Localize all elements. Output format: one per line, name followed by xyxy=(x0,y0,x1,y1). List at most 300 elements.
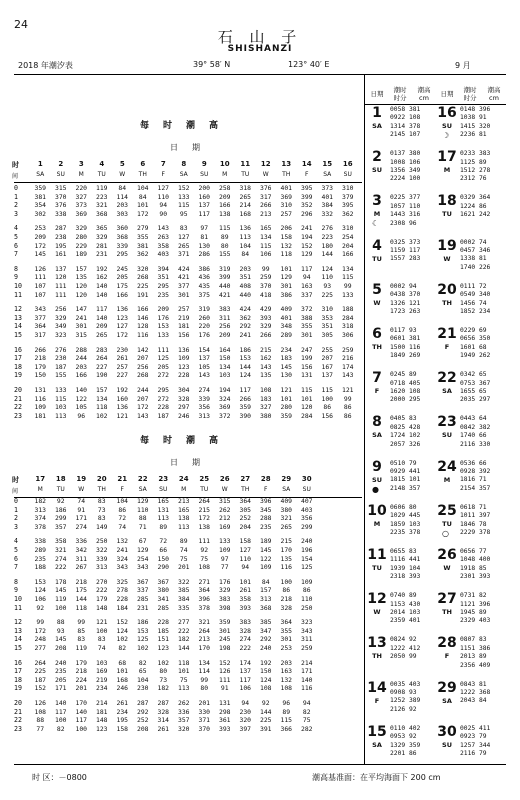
tide-height-cell: 234 xyxy=(280,345,293,354)
tide-day-weekday: M xyxy=(443,475,451,484)
tide-height-cell: 368 xyxy=(259,603,272,612)
tide-day-weekday: TU xyxy=(442,519,452,528)
tide-event: 2329 403 xyxy=(460,617,491,625)
tide-height-cell: 131 xyxy=(157,505,170,514)
longitude: 123° 40′ E xyxy=(288,60,330,69)
tide-height-cell: 371 xyxy=(198,716,211,725)
tide-height-cell: 205 xyxy=(116,273,129,282)
tide-height-cell: 113 xyxy=(239,233,252,241)
tide-height-cell: 72 xyxy=(159,537,168,546)
tide-height-cell: 124 xyxy=(259,675,272,684)
tide-event: 0536 66 xyxy=(460,459,487,467)
tide-height-cell: 115 xyxy=(321,386,334,394)
tide-height-cell: 295 xyxy=(157,282,170,290)
tide-height-cell: 109 xyxy=(259,563,272,572)
weekday-header: W xyxy=(119,171,126,178)
tide-height-cell: 235 xyxy=(157,290,170,299)
tide-height-cell: 108 xyxy=(280,684,293,693)
tide-height-cell: 195 xyxy=(54,241,67,250)
tide-day-weekday: M xyxy=(373,210,381,219)
tide-height-cell: 152 xyxy=(34,684,47,693)
tide-event: 2145 107 xyxy=(390,131,421,139)
tide-height-cell: 245 xyxy=(218,635,231,644)
tide-height-cell: 228 xyxy=(157,403,170,412)
tide-height-cell: 370 xyxy=(198,724,211,733)
tide-day-weekday: TU xyxy=(372,254,382,263)
tide-day-number: 8 xyxy=(372,414,382,431)
tide-height-cell: 132 xyxy=(116,537,129,546)
tide-height-cell: 150 xyxy=(259,667,272,676)
tide-event: 2014 103 xyxy=(390,609,421,616)
tide-height-cell: 198 xyxy=(218,644,231,652)
tide-height-cell: 234 xyxy=(116,707,129,716)
tide-event: 0618 71 xyxy=(460,503,487,511)
tide-height-cell: 355 xyxy=(300,322,313,331)
tide-height-cell: 188 xyxy=(34,563,47,572)
tide-height-cell: 172 xyxy=(34,626,47,635)
tide-height-cell: 111 xyxy=(157,345,170,354)
tide-height-cell: 356 xyxy=(300,514,313,523)
tide-height-cell: 288 xyxy=(75,345,88,354)
tide-height-cell: 240 xyxy=(54,658,67,667)
tide-height-cell: 152 xyxy=(177,184,190,192)
hour-row-label: 11 xyxy=(14,603,22,612)
tide-height-cell: 110 xyxy=(136,505,149,514)
hour-label-2: 间 xyxy=(12,488,19,495)
tide-height-cell: 203 xyxy=(75,362,88,371)
tide-height-cell: 227 xyxy=(95,362,108,371)
tide-height-cell: 369 xyxy=(218,403,231,412)
tide-height-cell: 96 xyxy=(282,699,291,707)
tide-height-cell: 310 xyxy=(341,224,354,233)
tide-day-number: 1 xyxy=(372,105,382,121)
tide-height-cell: 203 xyxy=(116,201,129,210)
tide-height-cell: 93 xyxy=(323,282,332,290)
tide-height-cell: 145 xyxy=(54,635,67,644)
tide-event: 0929 441 xyxy=(390,468,421,475)
tide-height-cell: 339 xyxy=(198,394,211,403)
tide-height-cell: 138 xyxy=(177,514,190,523)
day-header: 22 xyxy=(137,475,148,483)
tide-height-cell: 201 xyxy=(198,699,211,707)
tide-height-cell: 230 xyxy=(54,354,67,363)
tide-height-cell: 181 xyxy=(95,707,108,716)
tide-height-cell: 362 xyxy=(239,313,252,322)
tide-height-cell: 256 xyxy=(218,322,231,331)
tide-event: 0148 396 xyxy=(460,106,491,113)
tide-height-cell: 127 xyxy=(116,322,129,331)
tide-height-cell: 244 xyxy=(75,354,88,363)
tide-height-cell: 255 xyxy=(321,345,334,354)
tide-height-cell: 140 xyxy=(95,290,108,299)
weekday-header: SA xyxy=(179,171,188,178)
tide-height-cell: 384 xyxy=(177,595,190,603)
tide-height-cell: 396 xyxy=(259,497,272,505)
tide-height-cell: 285 xyxy=(136,595,149,603)
tide-day-weekday: W xyxy=(373,298,381,307)
tide-height-cell: 164 xyxy=(218,345,231,354)
tide-height-cell: 225 xyxy=(259,716,272,725)
tide-height-cell: 135 xyxy=(259,371,272,380)
tide-height-cell: 122 xyxy=(259,554,272,563)
tide-height-cell: 418 xyxy=(259,290,272,299)
day-header: 24 xyxy=(178,475,189,483)
tide-height-cell: 240 xyxy=(259,644,272,652)
weekday-header: F xyxy=(120,486,124,493)
tide-height-cell: 376 xyxy=(259,184,272,192)
tide-height-cell: 143 xyxy=(259,362,272,371)
tide-event: 1151 386 xyxy=(460,644,491,652)
tide-height-cell: 90 xyxy=(159,209,168,218)
tide-height-cell: 101 xyxy=(280,264,293,273)
tide-height-cell: 99 xyxy=(77,618,86,627)
panel-divider xyxy=(364,74,365,764)
day-header: 30 xyxy=(301,475,312,483)
tide-height-cell: 280 xyxy=(280,403,293,412)
weekday-header: SA xyxy=(36,171,45,178)
tide-day-weekday: TH xyxy=(372,343,382,351)
tide-height-cell: 257 xyxy=(177,305,190,314)
tide-height-cell: 138 xyxy=(198,522,211,531)
tide-height-cell: 172 xyxy=(198,514,211,523)
tide-day-weekday: TH xyxy=(442,608,452,617)
tide-height-cell: 102 xyxy=(116,635,129,644)
tide-height-cell: 135 xyxy=(75,273,88,282)
tide-height-cell: 213 xyxy=(198,635,211,644)
tide-height-cell: 186 xyxy=(136,618,149,627)
tide-height-cell: 205 xyxy=(54,675,67,684)
tide-day-number: 7 xyxy=(372,370,382,387)
tide-height-cell: 82 xyxy=(302,707,311,716)
tide-height-cell: 383 xyxy=(218,595,231,603)
tide-height-cell: 281 xyxy=(95,241,108,250)
weekday-header: TU xyxy=(56,486,65,493)
tide-height-cell: 310 xyxy=(341,184,354,192)
tide-event: 0245 89 xyxy=(390,371,417,379)
weekday-header: SA xyxy=(138,486,147,493)
date-label: 日期 xyxy=(170,143,214,152)
tide-height-cell: 403 xyxy=(157,250,170,259)
tide-height-cell: 240 xyxy=(300,537,313,546)
day-header: 14 xyxy=(301,160,312,168)
tide-day-weekday: W xyxy=(443,254,451,263)
tide-height-cell: 117 xyxy=(54,707,67,716)
tide-height-cell: 366 xyxy=(280,724,293,733)
tide-height-cell: 260 xyxy=(198,313,211,322)
tide-height-cell: 329 xyxy=(54,313,67,322)
tide-day-number: 30 xyxy=(437,723,457,740)
tide-height-cell: 230 xyxy=(116,345,129,354)
tide-height-cell: 74 xyxy=(118,522,127,531)
day-header: 5 xyxy=(119,160,125,168)
tide-event: 1939 104 xyxy=(390,564,421,572)
tide-height-cell: 429 xyxy=(259,305,272,314)
tide-height-cell: 156 xyxy=(300,362,313,371)
tide-event: 0329 364 xyxy=(460,194,491,202)
tide-height-cell: 140 xyxy=(75,386,88,394)
tide-height-cell: 106 xyxy=(239,684,252,693)
tide-height-cell: 386 xyxy=(198,264,211,273)
tide-height-cell: 381 xyxy=(34,192,47,201)
tide-height-cell: 124 xyxy=(116,626,129,635)
tide-height-cell: 209 xyxy=(34,233,47,241)
tide-height-cell: 313 xyxy=(259,595,272,603)
tide-height-cell: 67 xyxy=(138,537,147,546)
tide-height-cell: 311 xyxy=(300,635,313,644)
tide-height-cell: 188 xyxy=(341,305,354,314)
hour-row-label: 6 xyxy=(14,241,18,250)
col-time-header-2: 时分 xyxy=(393,94,407,102)
tide-height-cell: 134 xyxy=(198,658,211,667)
tide-height-cell: 153 xyxy=(34,577,47,586)
tide-height-cell: 126 xyxy=(218,667,231,676)
tide-event: 2050 99 xyxy=(390,653,417,661)
tide-height-cell: 292 xyxy=(136,707,149,716)
tide-event: 2229 378 xyxy=(460,529,491,536)
tide-height-cell: 182 xyxy=(177,635,190,644)
tide-height-cell: 267 xyxy=(75,563,88,572)
tide-height-cell: 120 xyxy=(300,403,313,412)
hour-row-label: 17 xyxy=(14,667,22,676)
day-header: 11 xyxy=(240,160,251,168)
tide-height-cell: 126 xyxy=(34,264,47,273)
tide-height-cell: 200 xyxy=(198,184,211,192)
weekday-header: W xyxy=(78,486,85,493)
tide-height-cell: 253 xyxy=(280,644,293,652)
tide-height-cell: 288 xyxy=(259,514,272,523)
tide-height-cell: 152 xyxy=(116,618,129,627)
hour-row-label: 13 xyxy=(14,313,22,322)
tide-event: 1029 445 xyxy=(390,512,421,520)
tide-height-cell: 115 xyxy=(218,224,231,233)
tide-height-cell: 230 xyxy=(239,707,252,716)
tide-height-cell: 265 xyxy=(239,192,252,201)
tide-event: 2236 81 xyxy=(460,131,487,139)
tide-height-cell: 335 xyxy=(177,603,190,612)
tide-height-cell: 220 xyxy=(198,322,211,331)
tide-height-cell: 93 xyxy=(56,626,65,635)
tide-height-cell: 194 xyxy=(218,386,231,394)
tide-height-cell: 274 xyxy=(198,386,211,394)
tide-height-cell: 94 xyxy=(159,201,168,210)
tide-height-cell: 88 xyxy=(56,618,65,627)
tide-height-cell: 313 xyxy=(34,505,47,514)
tide-height-cell: 204 xyxy=(341,241,354,250)
tide-height-cell: 115 xyxy=(300,386,313,394)
tide-height-cell: 168 xyxy=(239,209,252,218)
tide-height-cell: 369 xyxy=(280,192,293,201)
hour-row-label: 20 xyxy=(14,699,22,707)
tide-height-cell: 320 xyxy=(136,264,149,273)
moon-phase-icon: ☾ xyxy=(372,219,380,229)
tide-height-cell: 125 xyxy=(136,635,149,644)
tide-height-cell: 92 xyxy=(200,546,209,554)
tide-height-cell: 187 xyxy=(54,362,67,371)
hour-row-label: 5 xyxy=(14,546,18,554)
tide-event: 1224 86 xyxy=(460,202,487,210)
tide-day-number: 13 xyxy=(367,635,387,652)
tide-height-cell: 378 xyxy=(198,603,211,612)
tide-event: 2013 89 xyxy=(460,653,487,661)
tide-height-cell: 163 xyxy=(280,667,293,676)
tide-height-cell: 364 xyxy=(239,497,252,505)
tide-height-cell: 385 xyxy=(259,618,272,627)
tide-height-cell: 114 xyxy=(116,192,129,201)
tide-height-cell: 94 xyxy=(241,699,250,707)
tide-height-cell: 248 xyxy=(34,635,47,644)
tide-height-cell: 231 xyxy=(136,603,149,612)
tide-height-cell: 320 xyxy=(177,724,190,733)
tide-height-cell: 133 xyxy=(54,386,67,394)
tide-height-cell: 179 xyxy=(95,595,108,603)
tide-event: 1222 412 xyxy=(390,644,421,652)
tide-height-cell: 257 xyxy=(280,209,293,218)
tide-height-cell: 133 xyxy=(177,192,190,201)
tide-event: 1125 89 xyxy=(460,158,487,166)
tide-height-cell: 225 xyxy=(34,667,47,676)
tide-height-cell: 132 xyxy=(280,675,293,684)
tide-height-cell: 128 xyxy=(136,322,149,331)
tide-event: 1222 368 xyxy=(460,689,491,696)
tide-height-cell: 329 xyxy=(95,233,108,241)
tide-height-cell: 257 xyxy=(116,362,129,371)
tide-height-cell: 108 xyxy=(34,707,47,716)
tide-height-cell: 137 xyxy=(198,354,211,363)
tide-height-cell: 302 xyxy=(34,209,47,218)
tide-event: 1740 66 xyxy=(460,432,487,440)
tide-height-cell: 150 xyxy=(34,371,47,380)
tide-height-cell: 86 xyxy=(302,586,311,595)
tide-height-cell: 276 xyxy=(54,345,67,354)
tide-height-cell: 158 xyxy=(239,537,252,546)
tide-height-cell: 86 xyxy=(323,403,332,412)
tide-height-cell: 421 xyxy=(177,273,190,282)
tide-height-cell: 299 xyxy=(54,514,67,523)
tide-height-cell: 111 xyxy=(198,537,211,546)
tide-height-cell: 359 xyxy=(239,403,252,412)
tide-height-cell: 338 xyxy=(54,209,67,218)
tide-event: 0225 377 xyxy=(390,194,421,202)
tide-height-cell: 142 xyxy=(136,345,149,354)
tide-height-cell: 370 xyxy=(54,192,67,201)
tide-height-cell: 305 xyxy=(321,331,334,339)
tide-height-cell: 228 xyxy=(177,371,190,380)
weekday-header: F xyxy=(161,171,165,178)
tide-event: 1557 283 xyxy=(390,255,421,263)
tide-height-cell: 380 xyxy=(259,411,272,420)
tide-height-cell: 75 xyxy=(179,554,188,563)
tide-height-cell: 192 xyxy=(95,264,108,273)
tide-height-cell: 72 xyxy=(118,514,127,523)
date-label: 日期 xyxy=(170,458,214,467)
tide-height-cell: 191 xyxy=(136,290,149,299)
day-header: 17 xyxy=(35,475,46,483)
tide-height-cell: 223 xyxy=(321,233,334,241)
tide-event: 2308 96 xyxy=(390,219,417,227)
header-rule xyxy=(14,182,362,183)
tide-event: 1949 262 xyxy=(460,352,491,360)
tide-height-cell: 171 xyxy=(54,684,67,693)
tide-height-cell: 351 xyxy=(239,273,252,282)
tide-height-cell: 135 xyxy=(280,554,293,563)
tide-height-cell: 206 xyxy=(280,224,293,233)
tide-height-cell: 91 xyxy=(220,684,229,693)
tide-day-weekday: SA xyxy=(442,696,452,705)
tide-height-cell: 353 xyxy=(321,313,334,322)
tide-height-cell: 256 xyxy=(136,362,149,371)
tide-day-weekday: SU xyxy=(442,740,452,749)
tide-height-cell: 374 xyxy=(34,514,47,523)
tide-height-cell: 263 xyxy=(157,233,170,241)
tide-height-cell: 156 xyxy=(177,331,190,339)
tide-height-cell: 144 xyxy=(239,362,252,371)
tide-height-cell: 175 xyxy=(75,586,88,595)
tide-height-cell: 325 xyxy=(116,577,129,586)
tide-height-cell: 114 xyxy=(198,667,211,676)
hour-row-label: 9 xyxy=(14,273,18,282)
tide-event: 0601 381 xyxy=(390,335,421,343)
tide-height-cell: 182 xyxy=(34,497,47,505)
tide-height-cell: 220 xyxy=(75,184,88,192)
tide-event: 1356 349 xyxy=(390,167,421,174)
tide-day-weekday: TU xyxy=(372,564,382,572)
tide-height-cell: 134 xyxy=(218,362,231,371)
tide-height-cell: 271 xyxy=(198,577,211,586)
tide-height-cell: 71 xyxy=(138,522,147,531)
tide-height-cell: 355 xyxy=(136,233,149,241)
tide-event: 1257 344 xyxy=(460,741,491,749)
tide-height-cell: 162 xyxy=(259,354,272,363)
hour-label: 时 xyxy=(12,476,19,484)
tide-height-cell: 82 xyxy=(138,658,147,667)
tide-height-cell: 133 xyxy=(157,331,170,339)
hour-row-label: 10 xyxy=(14,282,22,290)
weekday-header: W xyxy=(262,171,269,178)
tide-height-cell: 97 xyxy=(220,554,229,563)
tide-height-cell: 129 xyxy=(300,250,313,259)
tide-day-weekday: F xyxy=(374,387,380,396)
tide-event: 2224 100 xyxy=(390,175,421,183)
tide-event: 0110 402 xyxy=(390,724,421,732)
tide-height-cell: 246 xyxy=(177,411,190,420)
tide-day-weekday: F xyxy=(374,696,380,705)
tide-height-cell: 119 xyxy=(54,595,67,603)
tide-height-cell: 207 xyxy=(321,354,334,363)
tide-event: 0824 92 xyxy=(390,636,417,644)
tide-height-cell: 246 xyxy=(116,684,129,693)
tide-height-cell: 398 xyxy=(218,603,231,612)
tide-height-cell: 136 xyxy=(116,403,129,412)
tide-event: 0137 380 xyxy=(390,150,421,158)
tide-height-cell: 84 xyxy=(241,250,250,259)
tide-height-cell: 152 xyxy=(218,658,231,667)
tide-day-number: 10 xyxy=(367,502,387,519)
tide-height-cell: 328 xyxy=(157,707,170,716)
tide-height-cell: 109 xyxy=(177,354,190,363)
tide-height-cell: 365 xyxy=(95,224,108,233)
col-height-header: 潮高 xyxy=(487,86,501,94)
weekday-header: W xyxy=(221,486,228,493)
tide-height-cell: 145 xyxy=(34,250,47,259)
tide-height-cell: 153 xyxy=(239,354,252,363)
tide-height-cell: 379 xyxy=(341,192,354,201)
tide-event: 1159 117 xyxy=(390,247,421,254)
tide-height-cell: 101 xyxy=(136,201,149,210)
weekday-header: M xyxy=(222,171,228,178)
weekday-header: SU xyxy=(302,486,311,493)
tide-height-cell: 424 xyxy=(239,305,252,314)
tide-height-cell: 323 xyxy=(54,331,67,339)
